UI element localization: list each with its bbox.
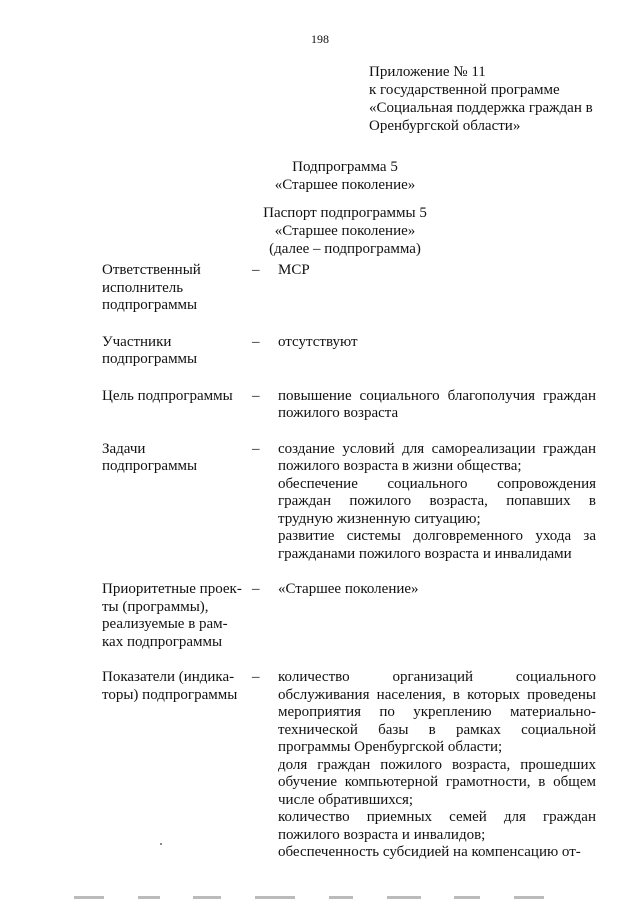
appendix-header xyxy=(369,63,629,135)
passport-row-priority-projects xyxy=(102,581,596,651)
row-value xyxy=(278,262,596,280)
row-label xyxy=(102,334,252,369)
row-label-line: подпрограммы xyxy=(102,297,198,313)
row-label-line: Задачи xyxy=(102,440,146,457)
row-dash: – xyxy=(252,262,260,278)
row-value xyxy=(278,669,596,862)
row-label xyxy=(102,441,252,476)
row-label-line: ты (программы), xyxy=(102,598,209,615)
row-value-item: повышение социального благополучия граждан пожилого возраста xyxy=(278,387,596,421)
row-label-line: Приоритетные проек- xyxy=(102,581,242,597)
subprogram-heading-line: Подпрограмма 5 xyxy=(292,159,398,175)
scan-edge-artifact xyxy=(74,896,544,900)
appendix-line: к государственной программе xyxy=(369,82,560,98)
appendix-line: Приложение № 11 xyxy=(369,64,486,80)
row-label-line: Цель подпрограммы xyxy=(102,387,233,404)
scan-speck xyxy=(160,843,162,845)
appendix-line: «Социальная поддержка граждан в xyxy=(369,100,593,116)
row-dash: – xyxy=(252,387,260,404)
row-label-line: подпрограммы xyxy=(102,351,198,367)
row-label-line: торы) подпрограммы xyxy=(102,686,238,703)
row-dash: – xyxy=(252,581,260,597)
row-label xyxy=(102,669,252,704)
passport-row-tasks xyxy=(102,441,596,564)
row-label-line: подпрограммы xyxy=(102,458,198,474)
row-value-item: доля граждан пожилого возраста, прошедших обучение компьютерной грамотности, в общем числе обратившихся; xyxy=(278,756,596,808)
row-value xyxy=(278,334,596,352)
row-label xyxy=(102,581,252,651)
row-dash: – xyxy=(252,440,260,457)
row-label xyxy=(102,262,252,315)
row-label-line: ках подпрограммы xyxy=(102,633,223,650)
row-dash: – xyxy=(252,333,260,350)
passport-row-participants xyxy=(102,334,596,369)
passport-row-responsible xyxy=(102,262,596,315)
row-label-line: Показатели (индика- xyxy=(102,669,235,685)
row-label-line: реализуемые в рам- xyxy=(102,616,228,632)
passport-heading xyxy=(0,204,640,258)
passport-heading-line: Паспорт подпрограммы 5 xyxy=(263,205,427,221)
row-value-item: отсутствуют xyxy=(278,333,358,350)
row-value-item: создание условий для самореализации граждан пожилого возраста в жизни общества; xyxy=(278,440,596,474)
subprogram-heading xyxy=(0,158,640,194)
row-label xyxy=(102,388,252,406)
row-value-item: количество организаций социального обслуживания населения, в которых проведены мероприятия по укреплению материально-технической базы в рамках социальной программы Оренбургской области; xyxy=(278,669,596,755)
row-dash: – xyxy=(252,669,260,685)
page-number: 198 xyxy=(311,32,329,46)
row-label-line: исполнитель xyxy=(102,279,184,296)
passport-table xyxy=(102,262,596,862)
row-label-line: Ответственный xyxy=(102,262,201,278)
passport-heading-line: «Старшее поколение» xyxy=(274,223,416,239)
row-value-item: «Старшее поколение» xyxy=(278,581,419,597)
row-value xyxy=(278,581,596,599)
row-value-item: обеспечение социального сопровождения граждан пожилого возраста, попавших в трудную жизненную ситуацию; xyxy=(278,475,596,527)
row-value-item: количество приемных семей для граждан пожилого возраста и инвалидов; xyxy=(278,809,596,843)
passport-row-goal xyxy=(102,388,596,423)
passport-row-indicators xyxy=(102,669,596,862)
row-value xyxy=(278,441,596,564)
row-value-item: МСР xyxy=(278,262,310,278)
row-value-item: обеспеченность субсидией на компенсацию от- xyxy=(278,844,581,860)
row-value-item: развитие системы долговременного ухода за гражданами пожилого возраста и инвалидами xyxy=(278,528,596,562)
row-value xyxy=(278,388,596,423)
appendix-line: Оренбургской области» xyxy=(369,118,521,134)
row-label-line: Участники xyxy=(102,333,172,350)
subprogram-heading-line: «Старшее поколение» xyxy=(274,177,416,193)
passport-heading-line: (далее – подпрограмма) xyxy=(269,241,421,257)
